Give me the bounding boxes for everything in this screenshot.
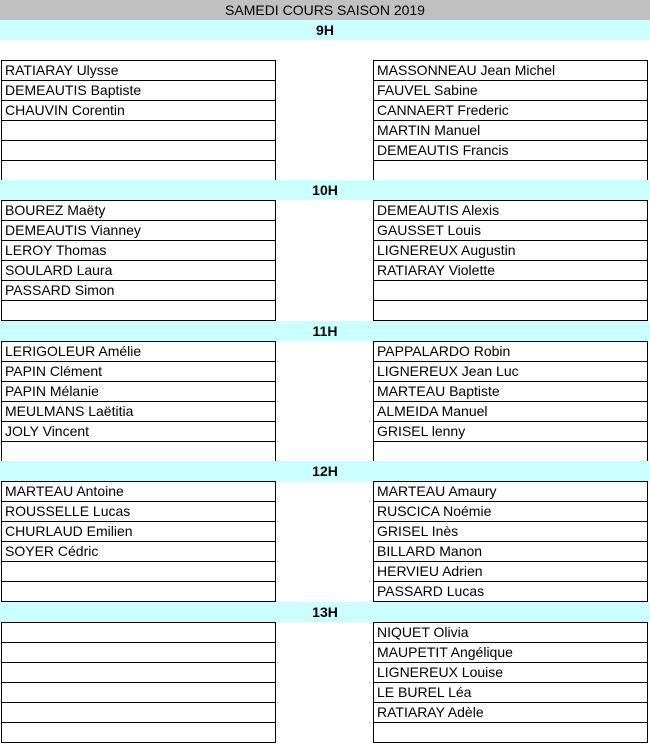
hour-header: 13H (0, 602, 650, 622)
name-cell (2, 663, 275, 683)
name-cell (2, 121, 275, 141)
right-name-list (373, 341, 648, 462)
name-cell (2, 703, 275, 723)
name-cell (2, 301, 275, 321)
name-cell (2, 582, 275, 602)
name-cell: RATIARAY Violette (374, 261, 647, 281)
right-name-list (373, 622, 648, 743)
name-cell: MARTIN Manuel (374, 121, 647, 141)
name-cell (374, 161, 647, 181)
name-cell: LIGNEREUX Jean Luc (374, 362, 647, 382)
name-cell: BOUREZ Maëty (2, 201, 275, 221)
page-title: SAMEDI COURS SAISON 2019 (0, 0, 650, 20)
name-cell (374, 301, 647, 321)
left-name-list (1, 481, 276, 602)
left-name-list (1, 341, 276, 462)
name-cell: SOYER Cédric (2, 542, 275, 562)
name-cell: NIQUET Olivia (374, 623, 647, 643)
name-cell: LIGNEREUX Augustin (374, 241, 647, 261)
name-cell: DEMEAUTIS Baptiste (2, 81, 275, 101)
name-cell: GRISEL Inès (374, 522, 647, 542)
name-cell: GAUSSET Louis (374, 221, 647, 241)
name-cell: LE BUREL Léa (374, 683, 647, 703)
name-cell: MEULMANS Laëtitia (2, 402, 275, 422)
name-cell: MARTEAU Baptiste (374, 382, 647, 402)
name-cell (2, 442, 275, 462)
right-name-list (373, 481, 648, 602)
name-cell: HERVIEU Adrien (374, 562, 647, 582)
name-cell: MASSONNEAU Jean Michel (374, 61, 647, 81)
name-cell: JOLY Vincent (2, 422, 275, 442)
name-cell: MARTEAU Amaury (374, 482, 647, 502)
left-name-list (1, 622, 276, 743)
name-cell: RATIARAY Adèle (374, 703, 647, 723)
name-cell: LIGNEREUX Louise (374, 663, 647, 683)
hour-header: 12H (0, 461, 650, 481)
name-cell: CANNAERT Frederic (374, 101, 647, 121)
name-cell: RUSCICA Noémie (374, 502, 647, 522)
name-cell: GRISEL lenny (374, 422, 647, 442)
name-cell (374, 281, 647, 301)
name-cell: LERIGOLEUR Amélie (2, 342, 275, 362)
name-cell (2, 723, 275, 743)
name-cell: RATIARAY Ulysse (2, 61, 275, 81)
name-cell (374, 442, 647, 462)
name-cell: PASSARD Simon (2, 281, 275, 301)
name-cell (2, 683, 275, 703)
name-cell: BILLARD Manon (374, 542, 647, 562)
name-cell: CHAUVIN Corentin (2, 101, 275, 121)
name-cell (374, 723, 647, 743)
name-cell: PAPIN Clément (2, 362, 275, 382)
name-cell: LEROY Thomas (2, 241, 275, 261)
name-cell: DEMEAUTIS Francis (374, 141, 647, 161)
name-cell: DEMEAUTIS Vianney (2, 221, 275, 241)
name-cell: PAPPALARDO Robin (374, 342, 647, 362)
name-cell (2, 141, 275, 161)
name-cell: DEMEAUTIS Alexis (374, 201, 647, 221)
name-cell: FAUVEL Sabine (374, 81, 647, 101)
hour-header: 10H (0, 180, 650, 200)
name-cell: MARTEAU Antoine (2, 482, 275, 502)
left-name-list (1, 200, 276, 321)
right-name-list (373, 200, 648, 321)
name-cell (2, 161, 275, 181)
right-name-list (373, 60, 648, 181)
hour-header: 11H (0, 321, 650, 341)
name-cell (2, 643, 275, 663)
name-cell: PASSARD Lucas (374, 582, 647, 602)
name-cell: SOULARD Laura (2, 261, 275, 281)
name-cell: ALMEIDA Manuel (374, 402, 647, 422)
hour-header: 9H (0, 20, 650, 40)
name-cell: PAPIN Mélanie (2, 382, 275, 402)
name-cell: ROUSSELLE Lucas (2, 502, 275, 522)
name-cell (2, 623, 275, 643)
name-cell: MAUPETIT Angélique (374, 643, 647, 663)
name-cell (2, 562, 275, 582)
name-cell: CHURLAUD Emilien (2, 522, 275, 542)
left-name-list (1, 60, 276, 181)
